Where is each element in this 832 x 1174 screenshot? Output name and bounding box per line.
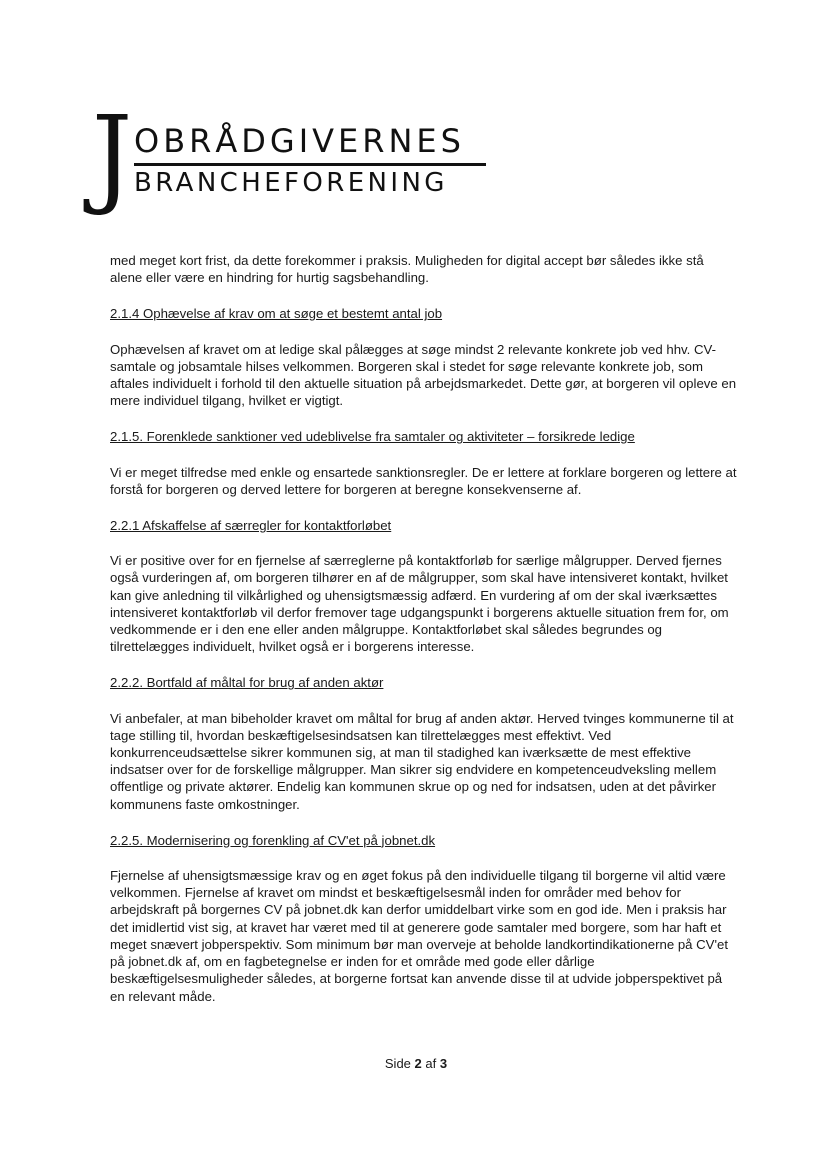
organization-logo xyxy=(92,92,465,219)
section-heading: 2.1.4 Ophævelse af krav om at søge et bestemt antal job xyxy=(110,306,443,322)
section-heading: 2.1.5. Forenklede sanktioner ved udeblivelse fra samtaler og aktiviteter – forsikrede ledige xyxy=(110,429,635,445)
current-page-number: 2 xyxy=(414,1056,422,1071)
section-paragraph: Vi er positive over for en fjernelse af særreglerne på kontaktforløb for særlige målgrupper. Derved fjernes også vurderingen af, om borgeren tilhører en af de målgrupper, som skal have intensiveret kontakt, hvilket kan give anledning til vilkårlighed og uhensigtsmæssig adfærd. En vurdering af om der skal iværksættes intensiveret kontaktforløb vil derfor fremover tage udgangspunkt i borgerens aktuelle situation frem for, om vedkommende er i den ene eller anden målgruppe. Kontaktforløbet skal således begrundes og tilrettelægges individuelt, hvilket også er i borgerens interesse. xyxy=(110,553,729,655)
logo-line-2: BRANCHEFORENING xyxy=(134,168,448,198)
logo-line-1: OBRÅDGIVERNES xyxy=(134,122,465,160)
page-label: Side xyxy=(384,1056,411,1071)
section-heading: 2.2.2. Bortfald af måltal for brug af anden aktør xyxy=(110,675,384,691)
section-heading: 2.2.5. Modernisering og forenkling af CV'et på jobnet.dk xyxy=(110,832,436,848)
section-heading: 2.2.1 Afskaffelse af særregler for kontaktforløbet xyxy=(110,518,392,534)
total-pages-number: 3 xyxy=(439,1056,448,1071)
section-paragraph: Ophævelsen af kravet om at ledige skal pålægges at søge mindst 2 relevante konkrete job ved hhv. CV-samtale og jobsamtale hilses velkommen. Borgeren skal i stedet for søge relevante konkrete job, som aftales individuelt i forhold til den aktuelle situation på arbejdsmarkedet. Dette gør, at borgeren vil opleve en mere individuel tilgang, hvilket er vigtigt. xyxy=(110,341,737,409)
section-paragraph: Vi er meget tilfredse med enkle og ensartede sanktionsregler. De er lettere at forklare borgeren og lettere at forstå for borgeren og derved lettere for borgeren at beregne konsekvenserne af. xyxy=(110,464,737,497)
page-separator: af xyxy=(425,1056,437,1071)
page-footer xyxy=(0,1056,832,1071)
section-paragraph: Fjernelse af uhensigtsmæssige krav og en øget fokus på den individuelle tilgang til borgerne vil altid være velkommen. Fjernelse af kravet om mindst et beskæftigelsesmål inden for områder med behov for arbejdskraft på borgernes CV på jobnet.dk kan derfor umiddelbart virke som en god ide. Men i praksis har det imidlertid vist sig, at kravet har været med til at generere gode samtaler med borgere, som har haft et meget snævert jobperspektiv. Som minimum bør man overveje at beholde landkortindikationerne på CV'et på jobnet.dk af, om en fagbetegnelse er inden for et område med gode eller dårlige beskæftigelsesmuligheder således, at borgerne fortsat kan anvende disse til at udvide jobperspektivet på en relevant måde. xyxy=(110,868,728,1004)
intro-paragraph: med meget kort frist, da dette forekommer i praksis. Muligheden for digital accept bør således ikke stå alene eller være en hindring for hurtig sagsbehandling. xyxy=(110,253,704,286)
logo-j-mark: J xyxy=(92,92,133,219)
document-body xyxy=(110,252,738,1024)
section-paragraph: Vi anbefaler, at man bibeholder kravet om måltal for brug af anden aktør. Herved tvinges kommunerne til at tage stilling til, hvordan beskæftigelsesindsatsen kan tilrettelægges mest effektivt. Ved konkurrenceudsættelse sikrer kommunen sig, at man til stadighed kan iværksætte de mest effektive indsatser over for de forskellige målgrupper. Man sikrer sig endvidere en kompetenceudveksling mellem offentlige og private aktører. Endelig kan kommunen skrue op og ned for indsatsen, uden at det påvirker kommunens faste omkostninger. xyxy=(110,710,734,812)
logo-rule xyxy=(134,163,486,166)
